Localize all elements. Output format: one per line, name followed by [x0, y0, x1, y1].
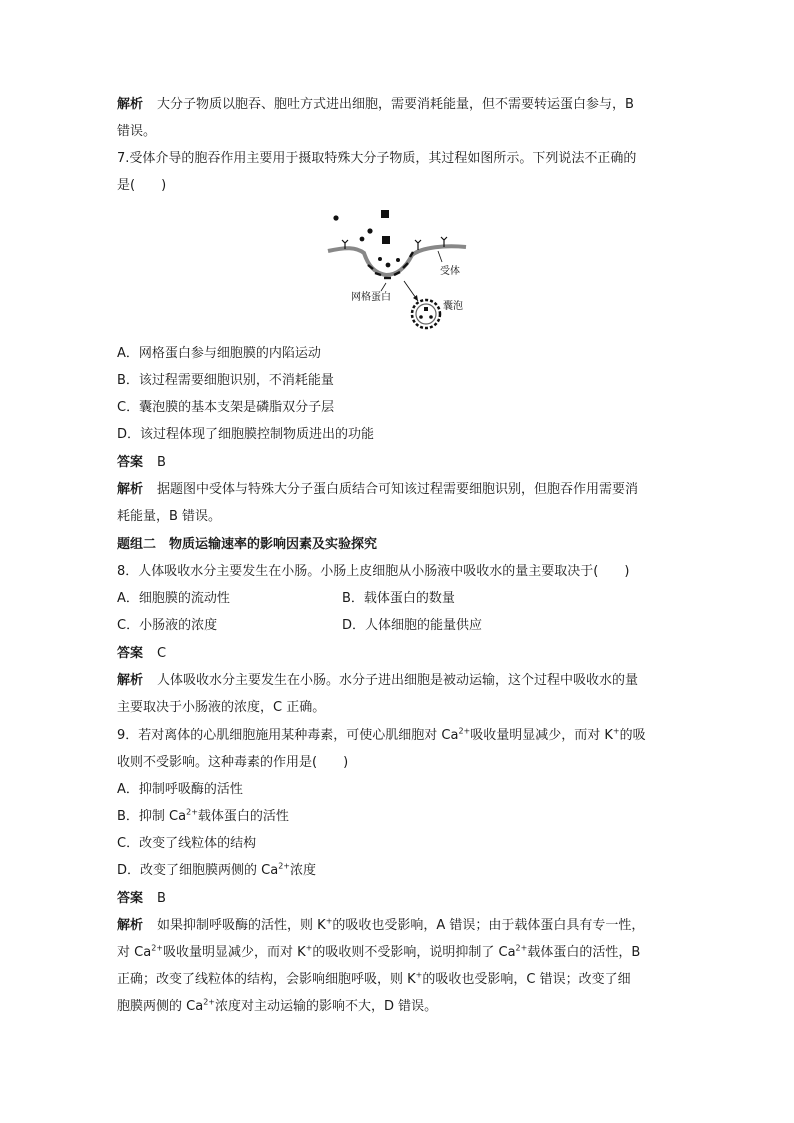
- q9-analysis-label: 解析: [117, 918, 144, 933]
- q7-stem-line-1: 7.受体介导的胞吞作用主要用于摄取特殊大分子物质，其过程如图所示。下列说法不正确的: [117, 151, 637, 166]
- q9-option-c: C．改变了线粒体的结构: [117, 836, 257, 851]
- q9-stem-part-3: 的吸: [619, 728, 646, 743]
- q8-option-a: A．细胞膜的流动性: [117, 591, 230, 606]
- ca-charge: 2+: [186, 807, 198, 817]
- q6-analysis-label: 解析: [117, 97, 144, 112]
- q9-option-b: [117, 807, 289, 827]
- q9-option-b-part-1: B．抑制 Ca: [117, 809, 187, 824]
- q9-option-d-part-1: D．改变了细胞膜两侧的 Ca: [117, 863, 279, 878]
- q9-option-a: A．抑制呼吸酶的活性: [117, 782, 243, 797]
- q7-option-b: B．该过程需要细胞识别，不消耗能量: [117, 373, 334, 388]
- q9-answer: [117, 889, 166, 909]
- q7-answer: [117, 453, 166, 473]
- k-charge: +: [305, 943, 313, 953]
- q7-analysis-label: 解析: [117, 482, 144, 497]
- label-receptor: 受体: [440, 266, 460, 277]
- label-clathrin: 网格蛋白: [351, 292, 391, 303]
- q7-stem-line-2: 是( ): [117, 178, 167, 193]
- q8-answer-value: C: [157, 646, 167, 661]
- ca-charge: 2+: [151, 943, 163, 953]
- q7-analysis-line-2: 耗能量，B 错误。: [117, 509, 222, 524]
- macromolecule-square: [381, 210, 389, 218]
- q7-option-d: D．该过程体现了细胞膜控制物质进出的功能: [117, 427, 375, 442]
- q9-analysis-line-3: [117, 970, 631, 990]
- macromolecule-dot: [360, 237, 365, 242]
- q8-option-b: B．载体蛋白的数量: [342, 591, 455, 606]
- q9-analysis-2c: 的吸收则不受影响，说明抑制了 Ca: [312, 945, 516, 960]
- q9-analysis-line-2: [117, 943, 640, 963]
- q7-answer-value: B: [157, 455, 166, 470]
- clathrin-pointer: [381, 283, 386, 291]
- q8-option-c: C．小肠液的浓度: [117, 618, 218, 633]
- q9-answer-label: 答案: [117, 891, 144, 906]
- k-charge: +: [612, 726, 620, 736]
- macromolecule-dot: [367, 228, 372, 233]
- q7-option-a: A．网格蛋白参与细胞膜的内陷运动: [117, 346, 321, 361]
- endocytosis-diagram: [326, 205, 474, 335]
- ca-charge: 2+: [458, 726, 471, 736]
- q9-analysis-2d: 载体蛋白的活性，B: [527, 945, 641, 960]
- q9-analysis-4b: 浓度对主动运输的影响不大，D 错误。: [214, 999, 438, 1014]
- vesicle-cargo: [429, 315, 433, 319]
- q7-option-c: C．囊泡膜的基本支架是磷脂双分子层: [117, 400, 335, 415]
- q8-analysis-label: 解析: [117, 673, 144, 688]
- q7-answer-label: 答案: [117, 455, 144, 470]
- q9-option-d: [117, 861, 316, 881]
- q9-answer-value: B: [157, 891, 166, 906]
- q8-analysis-line-1: [117, 671, 638, 691]
- q6-analysis-text-1: 大分子物质以胞吞、胞吐方式进出细胞，需要消耗能量，但不需要转运蛋白参与，B: [157, 97, 634, 112]
- q9-stem-line-1: [117, 726, 646, 746]
- q9-option-d-part-2: 浓度: [289, 863, 316, 878]
- bound-molecule: [396, 258, 400, 262]
- q6-analysis-line-2: 错误。: [117, 124, 157, 139]
- q9-analysis-3b: 的吸收也受影响，C 错误；改变了细: [422, 972, 631, 987]
- macromolecule-dot: [333, 215, 338, 220]
- q9-option-b-part-2: 载体蛋白的活性: [197, 809, 289, 824]
- q9-analysis-3a: 正确；改变了线粒体的结构，会影响细胞呼吸，则 K: [117, 972, 416, 987]
- q6-analysis-line-1: [117, 95, 634, 115]
- q9-analysis-1a: 如果抑制呼吸酶的活性，则 K: [157, 918, 326, 933]
- q7-analysis-line-1: [117, 480, 638, 500]
- q9-analysis-2a: 对 Ca: [117, 945, 152, 960]
- q8-option-d: D．人体细胞的能量供应: [342, 618, 483, 633]
- q9-analysis-4a: 胞膜两侧的 Ca: [117, 999, 204, 1014]
- vesicle-cargo: [419, 315, 423, 319]
- q9-analysis-line-4: [117, 997, 437, 1017]
- q8-options-row-1: [117, 589, 455, 609]
- q9-analysis-1b: 的吸收也受影响，A 错误；由于载体蛋白具有专一性，: [332, 918, 645, 933]
- q8-analysis-text-1: 人体吸收水分主要发生在小肠。水分子进出细胞是被动运输，这个过程中吸收水的量: [157, 673, 639, 688]
- q9-stem-line-2: 收则不受影响。这种毒素的作用是( ): [117, 755, 349, 770]
- q8-answer: [117, 644, 166, 664]
- vesicle-cargo: [424, 307, 428, 311]
- bound-molecule: [386, 263, 391, 268]
- k-charge: +: [415, 970, 423, 980]
- arrow-head: [413, 295, 418, 301]
- q8-stem: 8．人体吸收水分主要发生在小肠。小肠上皮细胞从小肠液中吸收水的量主要取决于( ): [117, 564, 630, 579]
- macromolecule-square: [382, 236, 390, 244]
- ca-charge: 2+: [278, 861, 290, 871]
- bound-molecule: [378, 257, 382, 261]
- q9-analysis-2b: 吸收量明显减少，而对 K: [162, 945, 306, 960]
- receptor-icon: [415, 240, 421, 250]
- q8-options-row-2: [117, 616, 483, 636]
- ca-charge: 2+: [203, 997, 215, 1007]
- q9-analysis-line-1: [117, 916, 644, 936]
- q9-stem-part-1: 9．若对离体的心肌细胞施用某种毒素，可使心肌细胞对 Ca: [117, 728, 459, 743]
- label-vesicle: 囊泡: [443, 301, 463, 312]
- ca-charge: 2+: [515, 943, 528, 953]
- q9-stem-part-2: 吸收量明显减少，而对 K: [470, 728, 613, 743]
- k-charge: +: [325, 916, 333, 926]
- q8-answer-label: 答案: [117, 646, 144, 661]
- q8-analysis-line-2: 主要取决于小肠液的浓度，C 正确。: [117, 700, 326, 715]
- q7-analysis-text-1: 据题图中受体与特殊大分子蛋白质结合可知该过程需要细胞识别，但胞吞作用需要消: [157, 482, 639, 497]
- group-2-title: 题组二 物质运输速率的影响因素及实验探究: [117, 537, 378, 552]
- receptor-pointer: [438, 251, 442, 262]
